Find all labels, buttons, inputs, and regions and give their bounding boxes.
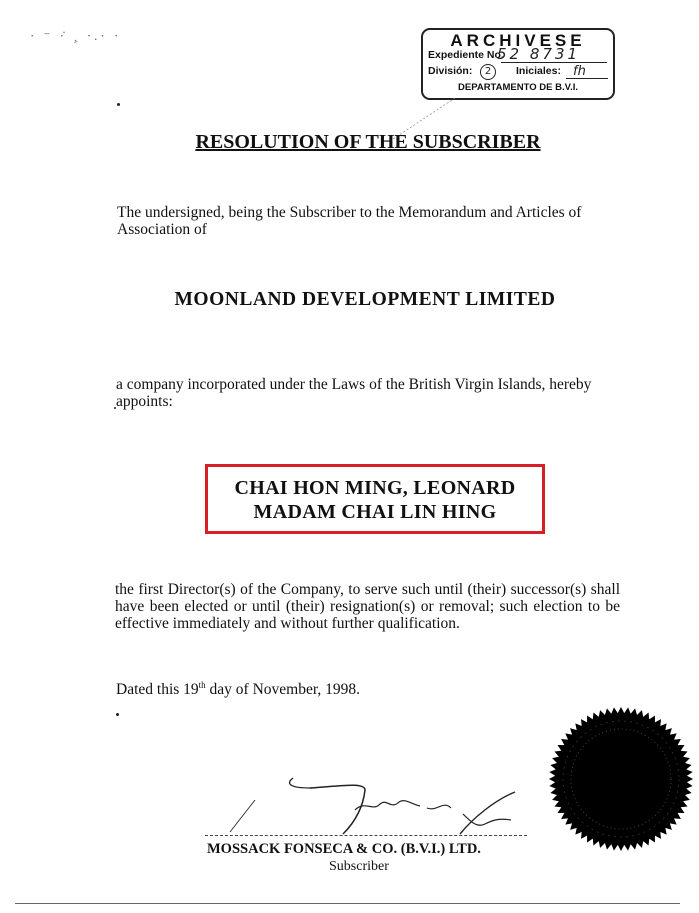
- incorporation-paragraph: a company incorporated under the Laws of the British Virgin Islands, hereby appoints:: [116, 376, 592, 410]
- scan-speckle-marks: · ⁻ ·̇ ¸ ·.· ·: [30, 28, 122, 43]
- handwritten-signature: [215, 770, 535, 840]
- page-bottom-rule: [15, 903, 680, 904]
- document-title: RESOLUTION OF THE SUBSCRIBER: [195, 131, 541, 153]
- date-rest: day of November, 1998.: [205, 681, 361, 699]
- director-name: CHAI HON MING, LEONARD: [234, 477, 516, 499]
- expediente-number: 52 8731: [497, 45, 581, 63]
- archive-stamp: [421, 28, 615, 100]
- division-value: 2: [480, 64, 496, 80]
- scan-dot: [114, 407, 116, 409]
- directors-highlight-box: [205, 464, 545, 534]
- appointment-paragraph: the first Director(s) of the Company, to serve such until (their) successor(s) shall have been elected or until (their) resignation(s) or removal; such election to be effective immediately and without further qualification.: [115, 581, 620, 632]
- signatory-name: MOSSACK FONSECA & CO. (B.V.I.) LTD.: [207, 841, 481, 857]
- scan-dot: [116, 713, 119, 716]
- intro-paragraph: The undersigned, being the Subscriber to the Memorandum and Articles of Association of: [117, 204, 582, 238]
- iniciales-label: Iniciales:: [516, 65, 561, 77]
- scan-dot: [117, 103, 120, 106]
- signature-line: [205, 835, 527, 836]
- iniciales-value: fh: [573, 64, 586, 79]
- stamp-title: ARCHIVESE: [450, 31, 586, 50]
- company-name: MOONLAND DEVELOPMENT LIMITED: [174, 289, 556, 310]
- date-prefix: Dated this 19: [116, 681, 199, 699]
- signatory-role: Subscriber: [329, 859, 389, 874]
- date-line: [116, 677, 360, 698]
- expediente-label: Expediente No.: [428, 49, 504, 61]
- director-name: MADAM CHAI LIN HING: [253, 501, 497, 523]
- division-label: División:: [428, 65, 473, 77]
- date-ordinal: th: [198, 680, 206, 690]
- company-seal: [547, 705, 695, 853]
- stamp-department: DEPARTAMENTO DE B.V.I.: [458, 82, 578, 93]
